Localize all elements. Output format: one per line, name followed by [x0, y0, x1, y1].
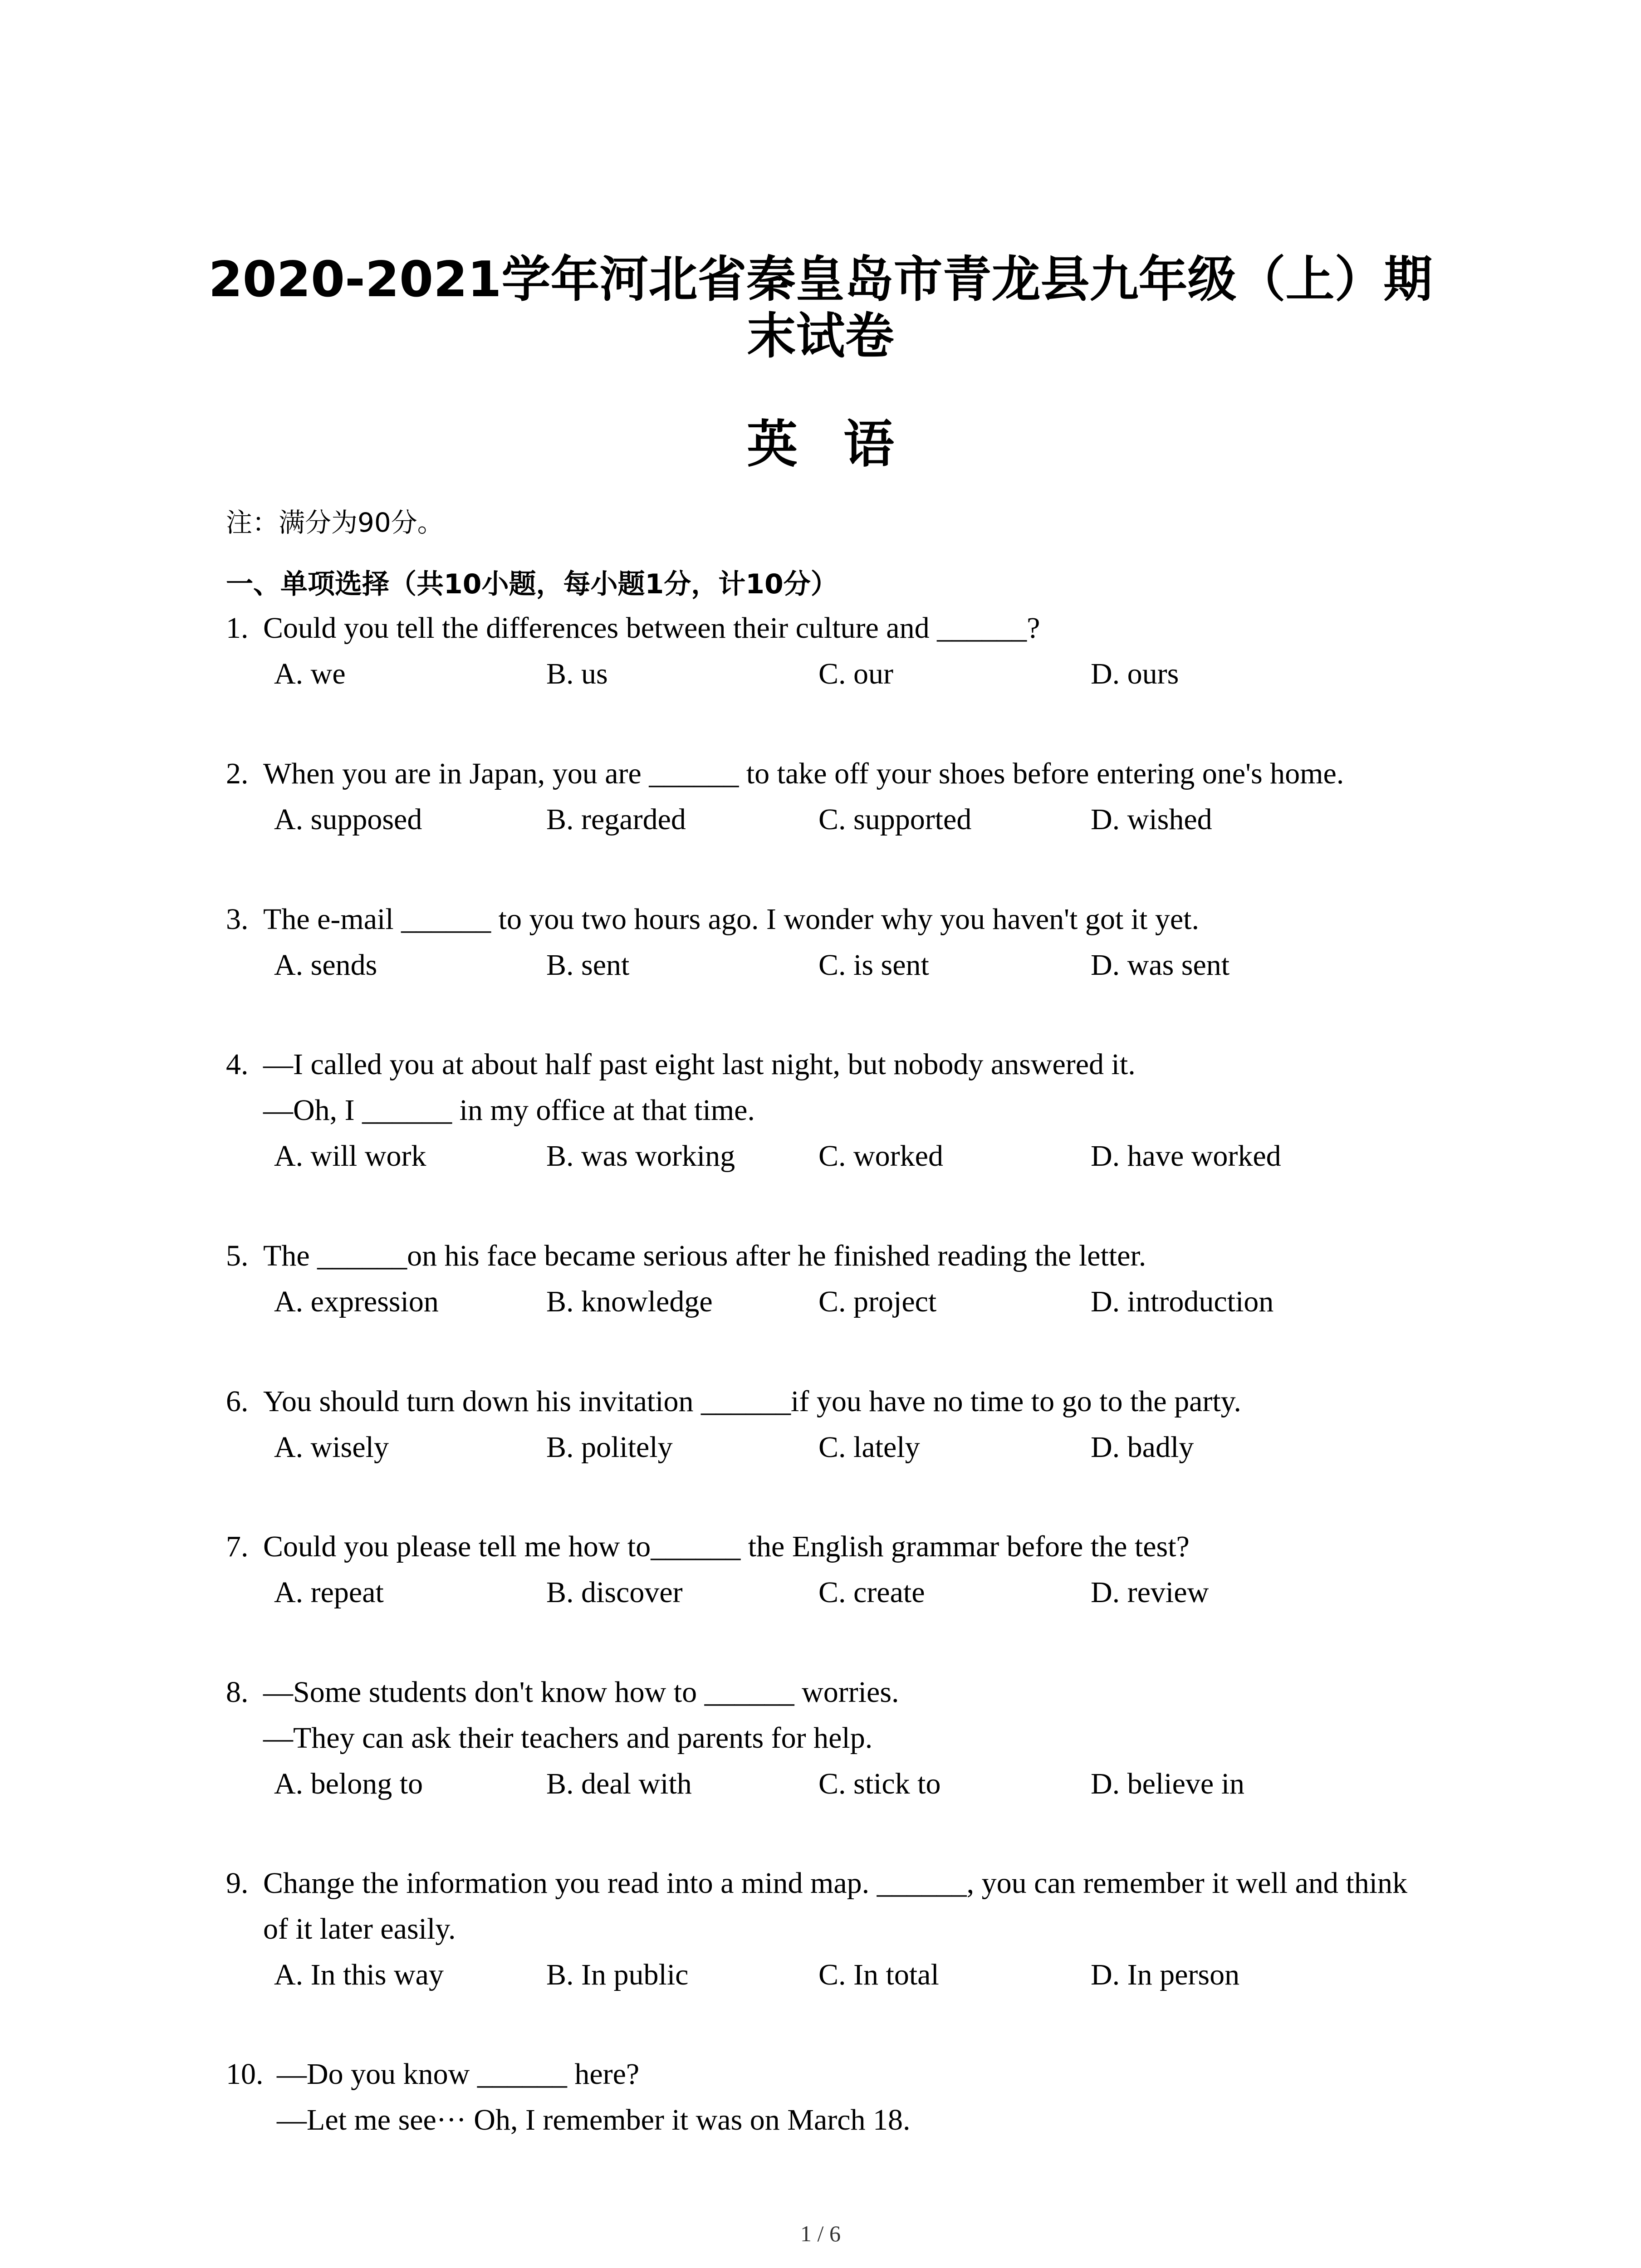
option-b: B. In public — [546, 1958, 689, 1991]
option-d: D. believe in — [1091, 1767, 1245, 1800]
option-c: C. project — [818, 1285, 937, 1318]
question-stem: —Do you know ______ here? — [277, 2058, 640, 2091]
option-d: D. review — [1091, 1576, 1209, 1609]
question-3 — [226, 896, 1478, 988]
option-b: B. was working — [546, 1139, 735, 1173]
option-d: D. wished — [1091, 803, 1212, 836]
option-c: C. lately — [818, 1431, 920, 1464]
question-8 — [226, 1669, 1478, 1807]
question-9 — [226, 1860, 1478, 1998]
option-a: A. repeat — [274, 1576, 384, 1609]
question-stem: Change the information you read into a mind map. ______, you can remember it well and think — [263, 1867, 1408, 1900]
option-d: D. have worked — [1091, 1139, 1281, 1173]
option-a: A. will work — [274, 1139, 426, 1173]
question-number: 4. — [226, 1048, 249, 1081]
question-number: 5. — [226, 1239, 249, 1272]
question-10 — [226, 2051, 1478, 2143]
option-c: C. worked — [818, 1139, 943, 1173]
option-d: D. badly — [1091, 1431, 1194, 1464]
question-stem: —I called you at about half past eight last night, but nobody answered it. — [263, 1048, 1136, 1081]
option-d: D. was sent — [1091, 948, 1230, 982]
question-stem: The ______on his face became serious after he finished reading the letter. — [263, 1239, 1146, 1272]
option-a: A. supposed — [274, 803, 422, 836]
options-row — [226, 651, 1478, 697]
question-7 — [226, 1524, 1478, 1615]
option-c: C. stick to — [818, 1767, 941, 1800]
options-row — [226, 1133, 1478, 1179]
question-2 — [226, 751, 1478, 842]
option-d: D. In person — [1091, 1958, 1240, 1991]
option-b: B. knowledge — [546, 1285, 713, 1318]
options-row — [226, 942, 1478, 988]
question-number: 3. — [226, 903, 249, 936]
options-row — [226, 1569, 1478, 1615]
question-number: 7. — [226, 1530, 249, 1563]
question-number: 9. — [226, 1867, 249, 1900]
exam-title-line2: 末试卷 — [747, 308, 894, 365]
option-a: A. expression — [274, 1285, 439, 1318]
option-c: C. our — [818, 657, 893, 690]
option-b: B. sent — [546, 948, 630, 982]
question-stem: You should turn down his invitation ______if you have no time to go to the party. — [263, 1385, 1241, 1418]
options-row — [226, 1761, 1478, 1807]
question-stem: —Some students don't know how to ______ worries. — [263, 1676, 899, 1709]
option-b: B. deal with — [546, 1767, 692, 1800]
option-d: D. ours — [1091, 657, 1179, 690]
question-4 — [226, 1041, 1478, 1179]
question-stem-continued: of it later easily. — [263, 1912, 456, 1945]
question-stem: The e-mail ______ to you two hours ago. I wonder why you haven't got it yet. — [263, 903, 1200, 936]
option-b: B. discover — [546, 1576, 683, 1609]
options-row — [226, 797, 1478, 842]
option-b: B. us — [546, 657, 608, 690]
question-stem-continued: —Let me see··· Oh, I remember it was on March 18. — [277, 2103, 911, 2136]
option-a: A. belong to — [274, 1767, 423, 1800]
page-number: 1 / 6 — [800, 2221, 841, 2246]
question-stem: When you are in Japan, you are ______ to take off your shoes before entering one's home. — [263, 757, 1344, 790]
section-title: 一、单项选择（共10小题，每小题1分，计10分） — [226, 568, 838, 600]
question-number: 10. — [226, 2058, 264, 2091]
options-row — [226, 1424, 1478, 1470]
option-c: C. create — [818, 1576, 925, 1609]
question-number: 8. — [226, 1676, 249, 1709]
question-5 — [226, 1233, 1478, 1325]
question-stem: Could you please tell me how to______ the English grammar before the test? — [263, 1530, 1190, 1563]
option-a: A. sends — [274, 948, 377, 982]
question-stem-continued: —Oh, I ______ in my office at that time. — [263, 1094, 755, 1127]
options-row — [226, 1279, 1478, 1325]
option-c: C. is sent — [818, 948, 929, 982]
option-a: A. we — [274, 657, 346, 690]
subject-heading: 英语 — [747, 415, 940, 474]
question-1 — [226, 605, 1478, 697]
question-number: 1. — [226, 611, 249, 645]
option-b: B. politely — [546, 1431, 673, 1464]
option-b: B. regarded — [546, 803, 686, 836]
option-a: A. wisely — [274, 1431, 389, 1464]
option-a: A. In this way — [274, 1958, 444, 1991]
options-row — [226, 1952, 1478, 1998]
option-c: C. supported — [818, 803, 972, 836]
option-c: C. In total — [818, 1958, 939, 1991]
question-stem-continued: —They can ask their teachers and parents for help. — [263, 1721, 873, 1755]
question-number: 6. — [226, 1385, 249, 1418]
option-d: D. introduction — [1091, 1285, 1274, 1318]
score-note: 注：满分为90分。 — [226, 507, 444, 538]
question-stem: Could you tell the differences between their culture and ______? — [263, 611, 1040, 645]
exam-title-line1: 2020-2021学年河北省秦皇岛市青龙县九年级（上）期 — [208, 251, 1433, 308]
question-number: 2. — [226, 757, 249, 790]
question-6 — [226, 1378, 1478, 1470]
